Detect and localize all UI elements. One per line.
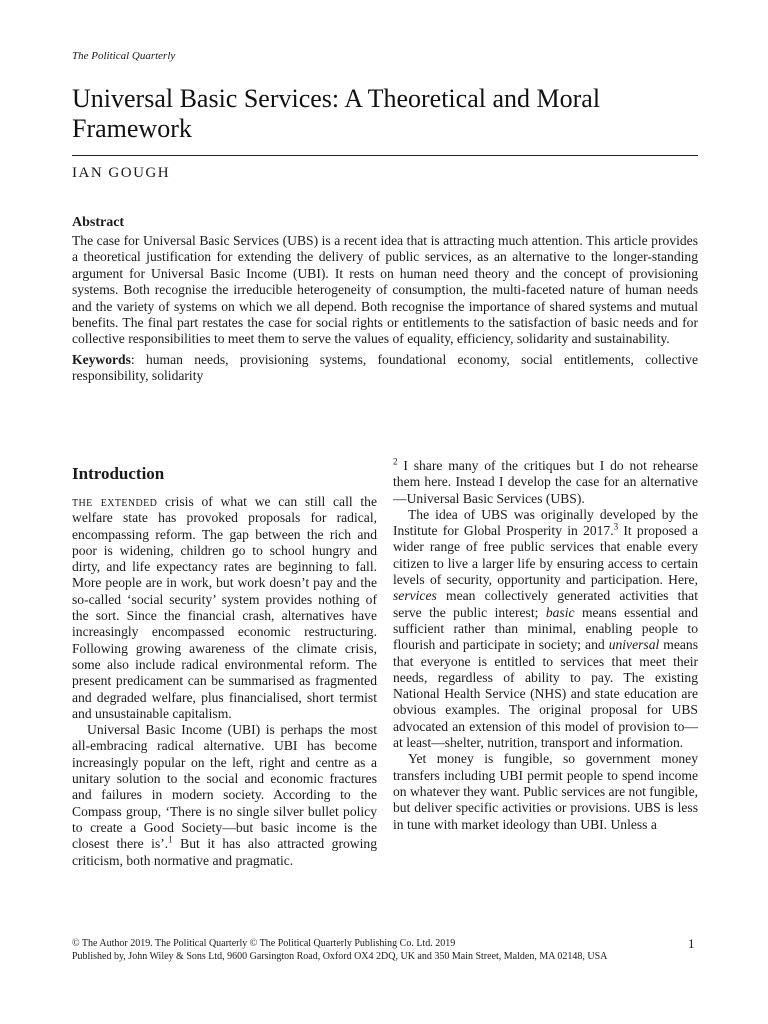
- intro-paragraph-1: [72, 494, 377, 722]
- copyright-line: © The Author 2019. The Political Quarterly © The Political Quarterly Publishing Co. Ltd. 2019: [72, 938, 456, 949]
- intro-paragraph-3: [393, 507, 698, 751]
- copyright-footer: [72, 937, 698, 963]
- footnote-ref-1[interactable]: 1: [168, 834, 173, 845]
- abstract-text: The case for Universal Basic Services (UBS) is a recent idea that is attracting much attention. This article provides a theoretical justification for extending the delivery of public services, as an alternative to the longer-standing argument for Universal Basic Income (UBI). It rests on human need theory and the concept of provisioning systems. Both recognise the irreducible heterogeneity of consumption, the multi-faceted nature of human needs and the variety of systems on which we all depend. Both recognise the importance of shared systems and mutual benefits. The final part restates the case for social rights or entitlements to the satisfaction of basic needs and for collective responsibilities to meet them to serve the values of equality, efficiency, solidarity and sustainability.: [72, 233, 698, 347]
- author-name: IAN GOUGH: [72, 165, 171, 181]
- abstract-heading: Abstract: [72, 215, 125, 230]
- body-column-left: [72, 458, 377, 869]
- intro-paragraph-3-text-d: means essential and sufficient rather than minimal, enabling people to flourish and participate in society; and: [393, 604, 698, 653]
- intro-paragraph-2-text-b: But it has also attracted growing criticism, both normative and pragmatic.: [72, 836, 377, 868]
- intro-paragraph-4: Yet money is fungible, so government money transfers including UBI permit people to spend income on whatever they want. Public services are not fungible, but deliver specific activities or provisions. UBS is less in tune with market ideology than UBI. Unless a: [393, 751, 699, 832]
- page-number: 1: [688, 936, 695, 951]
- intro-paragraph-2: [72, 722, 377, 869]
- intro-paragraph-2-text-c: I share many of the critiques but I do not rehearse them here. Instead I develop the case for an alternative —Universal Basic Services (UBS).: [393, 458, 698, 506]
- emphasis-services: services: [393, 588, 437, 604]
- introduction-heading: Introduction: [72, 464, 165, 483]
- intro-paragraph-3-text-c: mean collectively generated activities that serve the public interest;: [393, 588, 698, 620]
- lead-in-smallcaps: the extended: [72, 494, 158, 509]
- intro-paragraph-2-continued: [393, 458, 698, 507]
- intro-paragraph-3-text-a: The idea of UBS was originally developed by the Institute for Global Prosperity in 2017.: [393, 506, 698, 539]
- intro-paragraph-2-text-a: Universal Basic Income (UBI) is perhaps the most all-embracing radical alternative. UBI has become increasingly popular on the left, right and centre as a unitary solution to the social and economic fractures and failures in modern society. According to the Compass group, ‘There is no single silver bullet policy to create a Good Society—but basic income is the closest there is’.: [72, 722, 377, 852]
- footnote-ref-3[interactable]: 3: [613, 521, 619, 532]
- emphasis-basic: basic: [545, 604, 575, 620]
- body-column-right: [393, 458, 698, 833]
- intro-paragraph-3-text-e: means that everyone is entitled to services that meet their needs, regardless of ability to pay. The existing National Health Service (NHS) and state education are obvious examples. The original proposal for UBS advocated an extension of this model of provision to—at least—shelter, nutrition, transport and information.: [393, 637, 698, 751]
- publisher-line: Published by, John Wiley & Sons Ltd, 9600 Garsington Road, Oxford OX4 2DQ, UK and 350 Main Street, Malden, MA 02148, USA: [72, 951, 608, 962]
- keywords-label: Keywords: [72, 351, 131, 367]
- journal-name: The Political Quarterly: [72, 50, 176, 62]
- emphasis-universal: universal: [608, 637, 660, 653]
- abstract-section: [72, 214, 698, 385]
- title-divider: [72, 155, 698, 156]
- keywords-list: human needs, provisioning systems, foundational economy, social entitlements, collective responsibility, solidarity: [72, 351, 698, 384]
- article-title: Universal Basic Services: A Theoretical and Moral Framework: [72, 84, 601, 143]
- intro-paragraph-3-text-b: It proposed a wider range of free public services that enable every citizen to live a larger life by ensuring access to certain levels of security, opportunity and participation. Here,: [393, 523, 699, 588]
- keywords: Keywords: human needs, provisioning systems, foundational economy, social entitlements, collective responsibility, solidarity: [72, 351, 698, 384]
- intro-paragraph-1-text: crisis of what we can still call the welfare state has provoked proposals for radical, encompassing reform. The gap between the rich and poor is widening, children go to school hungry and dirty, and life expectancy rates are beginning to fall. More people are in work, but work doesn’t pay and the so-called ‘social security’ system provides nothing of the sort. Since the financial crash, alternatives have increasingly encompassed economic restructuring. Following growing awareness of the climate crisis, some also include radical environmental reform. The present predicament can be summarised as fragmented and degraded welfare, plus financialised, short termist and unsustainable capitalism.: [72, 494, 377, 721]
- footnote-ref-2[interactable]: 2: [393, 456, 398, 467]
